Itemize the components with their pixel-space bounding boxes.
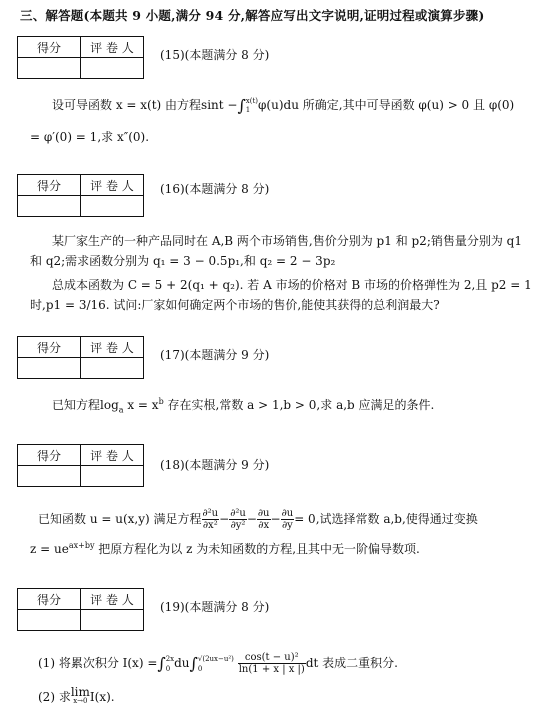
fraction-d2u-dy2: $\frac{\text{∂²u}}{\text{∂y²}}$	[230, 508, 246, 531]
q16-header: (16)(本题满分 8 分)	[160, 182, 270, 196]
q19-int1-upper: 2x	[165, 654, 175, 663]
q16-line4: 时,p1 = 3/16. 试问:厂家如何确定两个市场的售价,能使其获得的总利润最大?	[30, 298, 440, 312]
q17-exponent: b	[158, 397, 164, 406]
q19-int2-upper: √(2ux−u²)	[197, 654, 234, 663]
q19-header: (19)(本题满分 8 分)	[160, 600, 270, 614]
q15-line1	[52, 96, 514, 115]
q16-line1: 某厂家生产的一种产品同时在 A,B 两个市场销售,售价分别为 p1 和 p2;销售量分别为 q1	[52, 234, 522, 248]
score-box-16	[17, 174, 144, 217]
q15-line2: = φ′(0) = 1,求 x″(0).	[30, 130, 150, 144]
q15-int-lower: 1	[245, 105, 251, 114]
q15-text-b: φ(u)du 所确定,其中可导函数 φ(u) > 0 且 φ(0)	[258, 98, 515, 112]
fraction-du-dy: $\frac{\partial u}{\partial y}$	[281, 508, 294, 531]
fraction-d2u-dx2: $\frac{\text{∂²u}}{\text{∂x²}}$	[202, 508, 219, 531]
q19-text-b: dt 表成二重积分.	[305, 656, 398, 670]
integral-sign-icon: ∫	[157, 654, 166, 673]
q15-int-upper: x(t)	[245, 96, 259, 105]
grader-cell	[81, 358, 144, 379]
grader-cell	[81, 58, 144, 79]
score-cell	[18, 196, 81, 217]
q19-part1	[38, 652, 398, 675]
section-header: 三、解答题(本题共 9 小题,满分 94 分,解答应写出文字说明,证明过程或演算步骤)	[20, 8, 485, 23]
q17-text-c: 存在实根,常数 a > 1,b > 0,求 a,b 应满足的条件.	[163, 398, 435, 412]
q19-int2-lower: 0	[197, 664, 203, 673]
q19-limit: lim x→0	[70, 685, 90, 705]
score-box-18	[17, 444, 144, 487]
minus-sign: −	[270, 512, 281, 526]
q18-header: (18)(本题满分 9 分)	[160, 458, 270, 472]
q17-text-b: x = x	[123, 398, 159, 412]
grader-cell	[81, 610, 144, 631]
q18-line1	[38, 508, 478, 531]
q18-text-c: z = ue	[30, 542, 69, 556]
q15-text-a: 设可导函数 x = x(t) 由方程sint −	[52, 98, 238, 112]
q17-line1	[52, 396, 434, 414]
score-cell	[18, 610, 81, 631]
minus-sign: −	[246, 512, 257, 526]
q17-text-a: 已知方程log	[52, 398, 119, 412]
q18-line2	[30, 540, 420, 557]
grader-cell	[81, 466, 144, 487]
q15-header: (15)(本题满分 8 分)	[160, 48, 270, 62]
q19-du: du	[174, 656, 190, 670]
q18-text-d: 把原方程化为以 z 为未知函数的方程,且其中无一阶偏导数项.	[94, 542, 420, 556]
q18-text-a: 已知函数 u = u(x,y) 满足方程	[38, 512, 202, 526]
q18-text-b: = 0,试选择常数 a,b,使得通过变换	[294, 512, 478, 526]
score-box-19	[17, 588, 144, 631]
grader-label: 评 卷 人	[81, 589, 144, 610]
score-cell	[18, 58, 81, 79]
score-cell	[18, 358, 81, 379]
q19-text-c: (2) 求	[38, 690, 71, 704]
score-label: 得分	[18, 37, 81, 58]
grader-cell	[81, 196, 144, 217]
q19-text-a: (1) 将累次积分 I(x) =	[38, 656, 158, 670]
minus-sign: −	[219, 512, 230, 526]
score-label: 得分	[18, 589, 81, 610]
q17-header: (17)(本题满分 9 分)	[160, 348, 270, 362]
score-box-15	[17, 36, 144, 79]
score-label: 得分	[18, 445, 81, 466]
fraction-du-dx: $\frac{\partial u}{\partial x}$	[257, 508, 270, 531]
integral-sign-icon: ∫	[189, 654, 198, 673]
integral-sign-icon: ∫	[237, 96, 246, 115]
score-cell	[18, 466, 81, 487]
q19-text-d: I(x).	[89, 690, 115, 704]
score-label: 得分	[18, 337, 81, 358]
q19-int1-lower: 0	[165, 664, 171, 673]
q18-exponent: ax+by	[68, 541, 95, 550]
grader-label: 评 卷 人	[81, 337, 144, 358]
grader-label: 评 卷 人	[81, 37, 144, 58]
q16-line2: 和 q2;需求函数分别为 q₁ = 3 − 0.5p₁,和 q₂ = 2 − 3p₂	[30, 254, 336, 268]
grader-label: 评 卷 人	[81, 445, 144, 466]
q19-part2	[38, 685, 115, 706]
score-box-17	[17, 336, 144, 379]
q19-fraction: $\frac{\text{cos(t − u)²}}{\ln(1 + x | x |)}$	[238, 652, 305, 675]
q16-line3: 总成本函数为 C = 5 + 2(q₁ + q₂). 若 A 市场的价格对 B 市场的价格弹性为 2,且 p2 = 1	[52, 278, 532, 292]
grader-label: 评 卷 人	[81, 175, 144, 196]
q17-log-base: a	[118, 405, 124, 415]
score-label: 得分	[18, 175, 81, 196]
